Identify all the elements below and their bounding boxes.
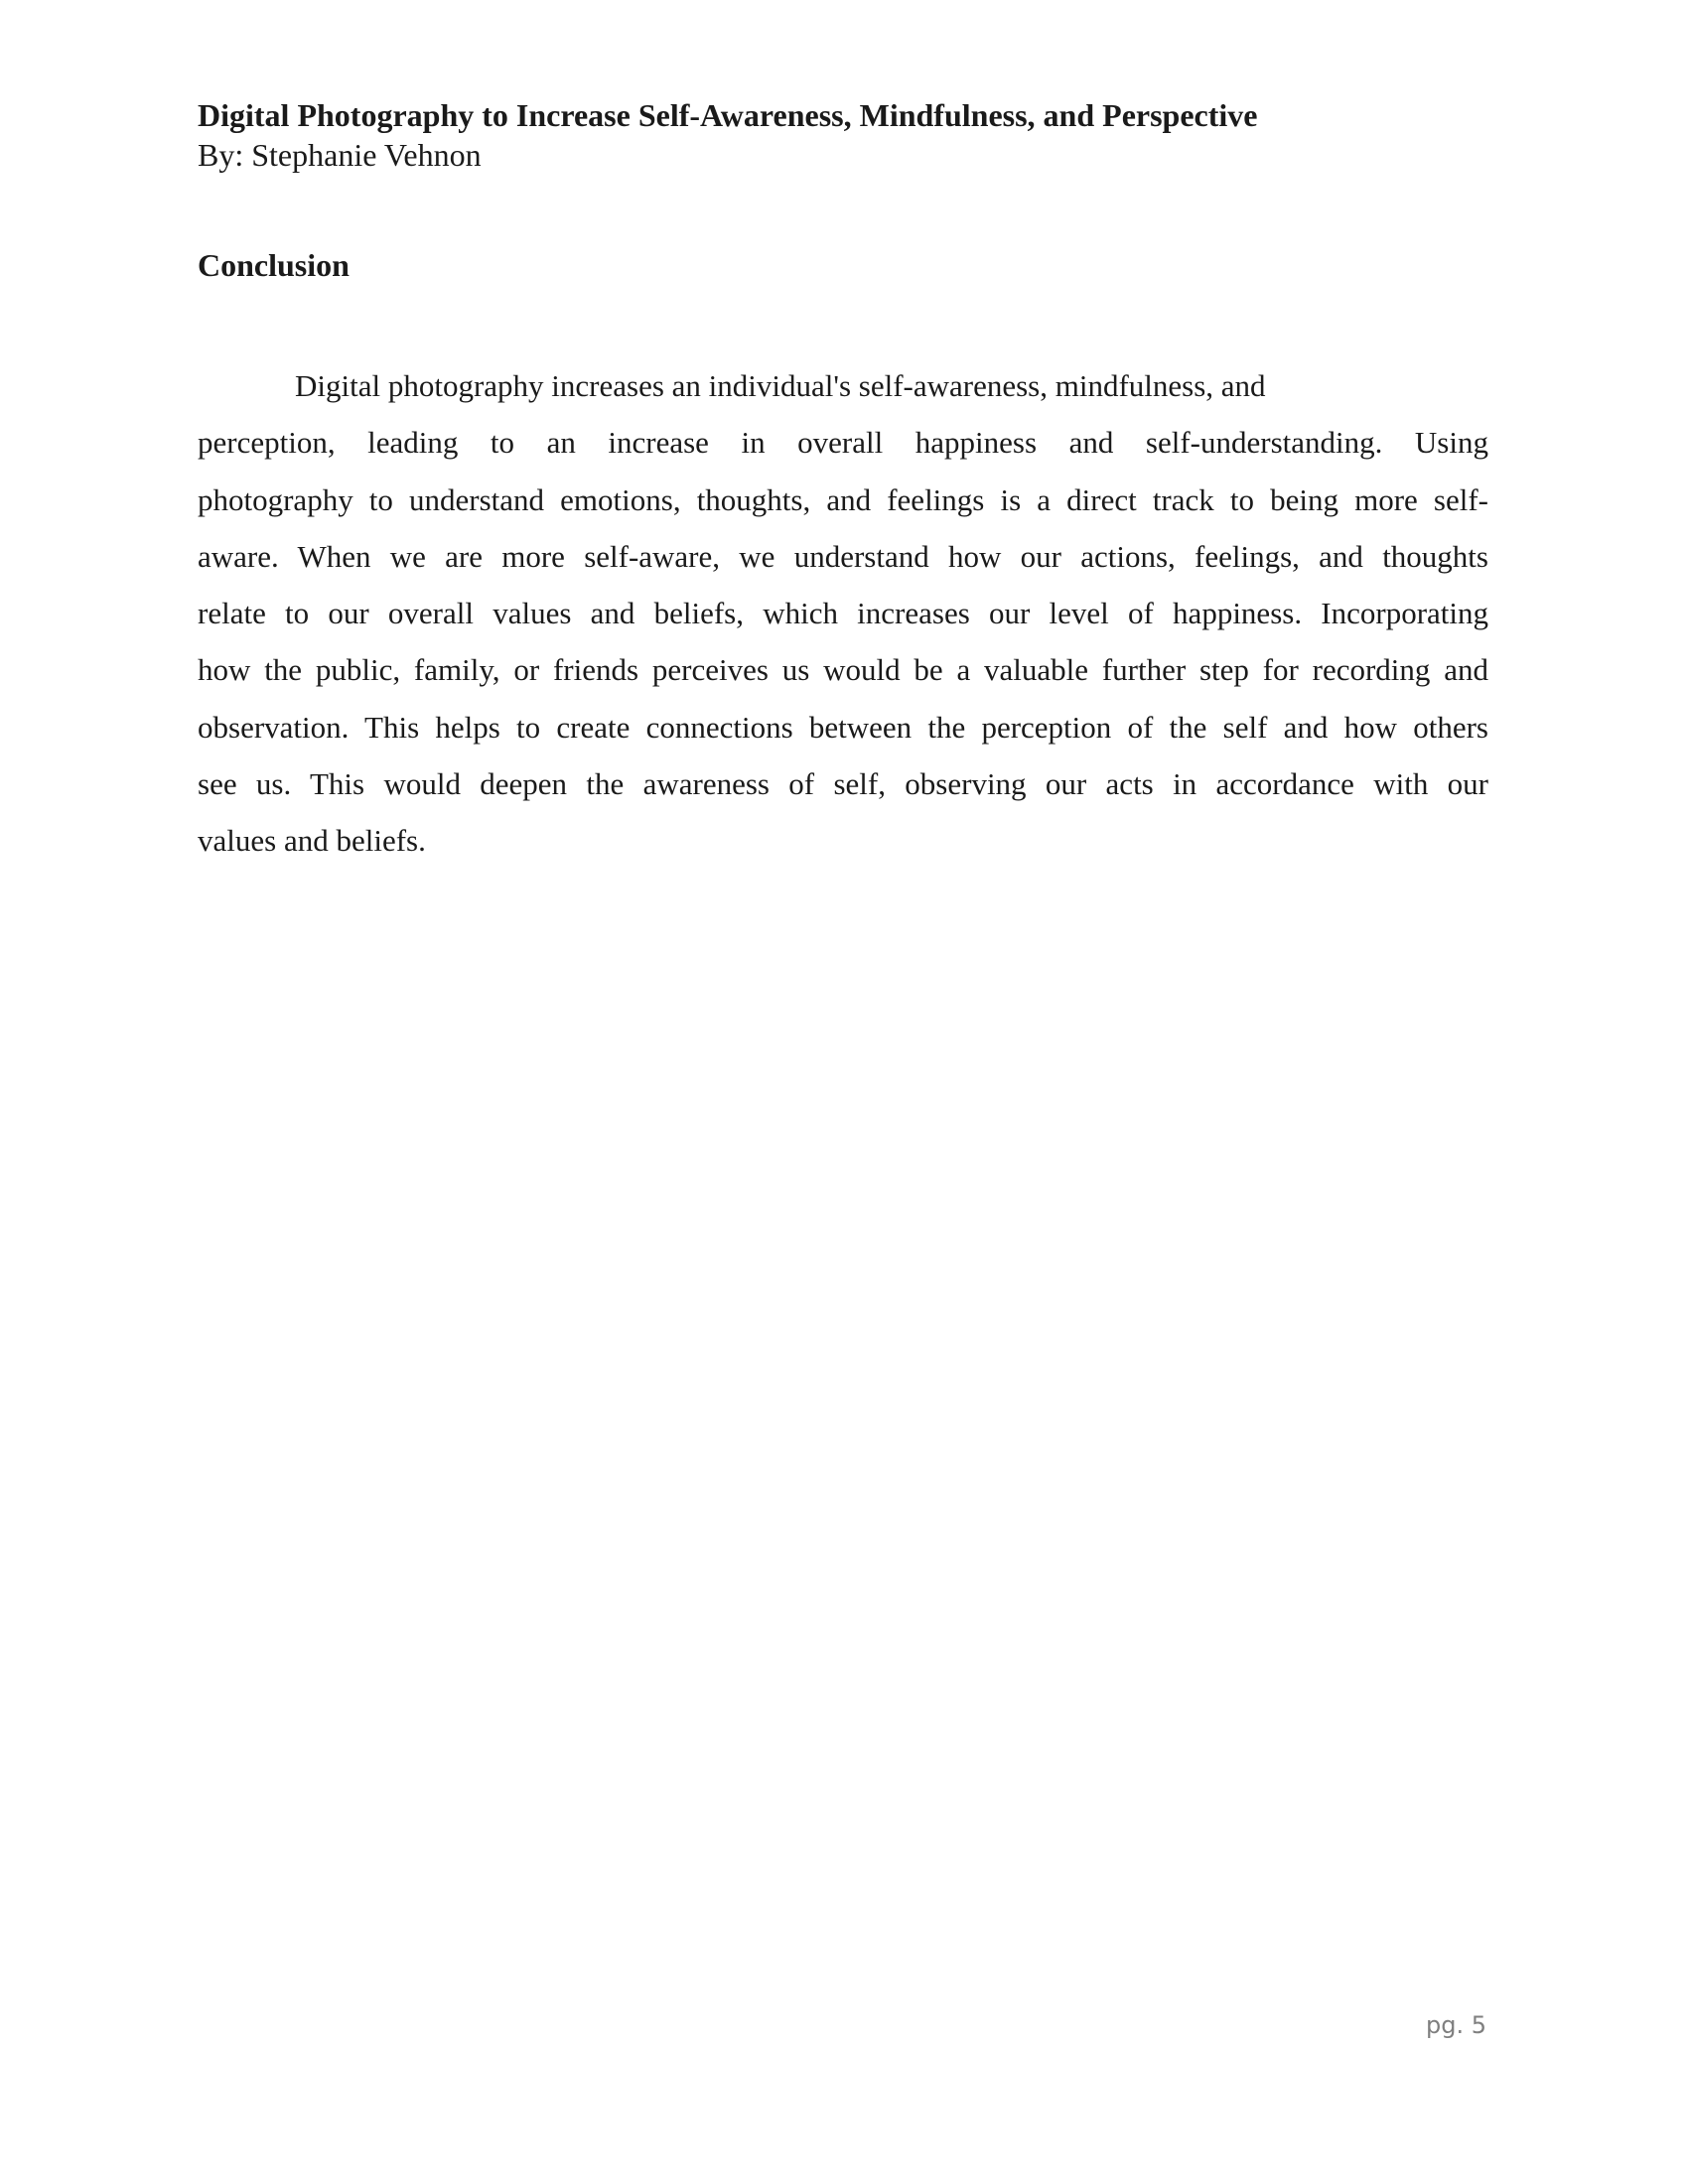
page-number: pg. 5 xyxy=(1426,2011,1486,2039)
conclusion-paragraph xyxy=(198,357,1488,870)
paragraph-line: aware. When we are more self-aware, we understand how our actions, feelings, and thoughts xyxy=(198,538,1488,574)
paragraph-line: values and beliefs. xyxy=(198,823,426,859)
paragraph-line: see us. This would deepen the awareness of self, observing our acts in accordance with our xyxy=(198,766,1488,802)
paragraph-line: observation. This helps to create connections between the perception of the self and how others xyxy=(198,709,1488,745)
paragraph-line: perception, leading to an increase in overall happiness and self-understanding. Using xyxy=(198,425,1488,461)
paragraph-line: how the public, family, or friends perceives us would be a valuable further step for recording and xyxy=(198,652,1488,688)
section-heading: Conclusion xyxy=(198,247,350,283)
document-title: Digital Photography to Increase Self-Awareness, Mindfulness, and Perspective xyxy=(198,97,1258,133)
document-author: By: Stephanie Vehnon xyxy=(198,137,482,173)
paragraph-line: Digital photography increases an individual's self-awareness, mindfulness, and xyxy=(295,368,1266,403)
paragraph-line: photography to understand emotions, thoughts, and feelings is a direct track to being more self- xyxy=(198,481,1488,517)
paragraph-line: relate to our overall values and beliefs, which increases our level of happiness. Incorporating xyxy=(198,596,1488,631)
